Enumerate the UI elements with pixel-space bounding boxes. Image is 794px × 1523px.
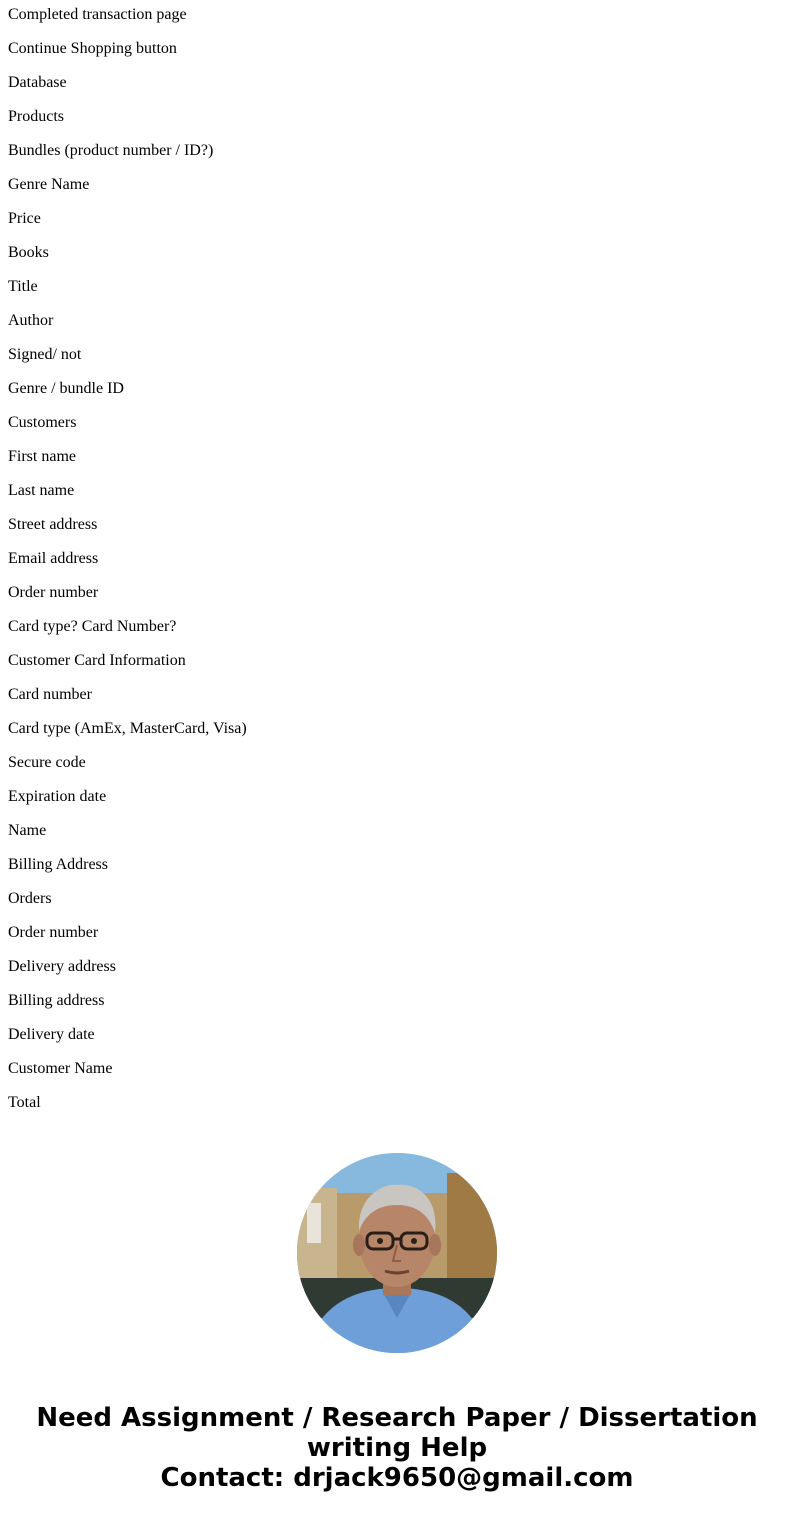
text-line: Orders bbox=[8, 890, 52, 907]
text-line: Last name bbox=[8, 482, 75, 499]
text-line: Name bbox=[8, 822, 47, 839]
text-line: Secure code bbox=[8, 754, 86, 771]
text-line: Genre Name bbox=[8, 176, 90, 193]
text-line: Billing Address bbox=[8, 856, 109, 873]
contact-banner bbox=[0, 1403, 794, 1493]
text-line: Order number bbox=[8, 584, 99, 601]
text-line: Total bbox=[8, 1094, 41, 1111]
text-line: Signed/ not bbox=[8, 346, 82, 363]
text-line: Card number bbox=[8, 686, 92, 703]
text-line: Bundles (product number / ID?) bbox=[8, 142, 214, 159]
text-line: Expiration date bbox=[8, 788, 107, 805]
text-line: Order number bbox=[8, 924, 99, 941]
text-line: Genre / bundle ID bbox=[8, 380, 124, 397]
text-line: Database bbox=[8, 74, 67, 91]
text-line: Completed transaction page bbox=[8, 6, 187, 23]
text-line: Books bbox=[8, 244, 49, 261]
text-line: Card type (AmEx, MasterCard, Visa) bbox=[8, 720, 247, 737]
text-line: Street address bbox=[8, 516, 98, 533]
text-line: Customers bbox=[8, 414, 77, 431]
text-line: Delivery date bbox=[8, 1026, 95, 1043]
text-line: Delivery address bbox=[8, 958, 116, 975]
avatar bbox=[297, 1153, 497, 1353]
banner-subline: writing Help bbox=[306, 1433, 488, 1463]
text-line: First name bbox=[8, 448, 76, 465]
person-photo-icon bbox=[297, 1153, 497, 1353]
text-line: Products bbox=[8, 108, 64, 125]
text-line: Card type? Card Number? bbox=[8, 618, 177, 635]
text-line: Customer Name bbox=[8, 1060, 113, 1077]
text-line: Continue Shopping button bbox=[8, 40, 177, 57]
text-line: Price bbox=[8, 210, 41, 227]
text-line: Author bbox=[8, 312, 54, 329]
banner-headline: Need Assignment / Research Paper / Dissertation bbox=[36, 1403, 758, 1433]
text-line: Email address bbox=[8, 550, 99, 567]
contact-email: Contact: drjack9650@gmail.com bbox=[160, 1463, 634, 1493]
text-line: Title bbox=[8, 278, 38, 295]
text-line: Billing address bbox=[8, 992, 105, 1009]
text-line: Customer Card Information bbox=[8, 652, 186, 669]
